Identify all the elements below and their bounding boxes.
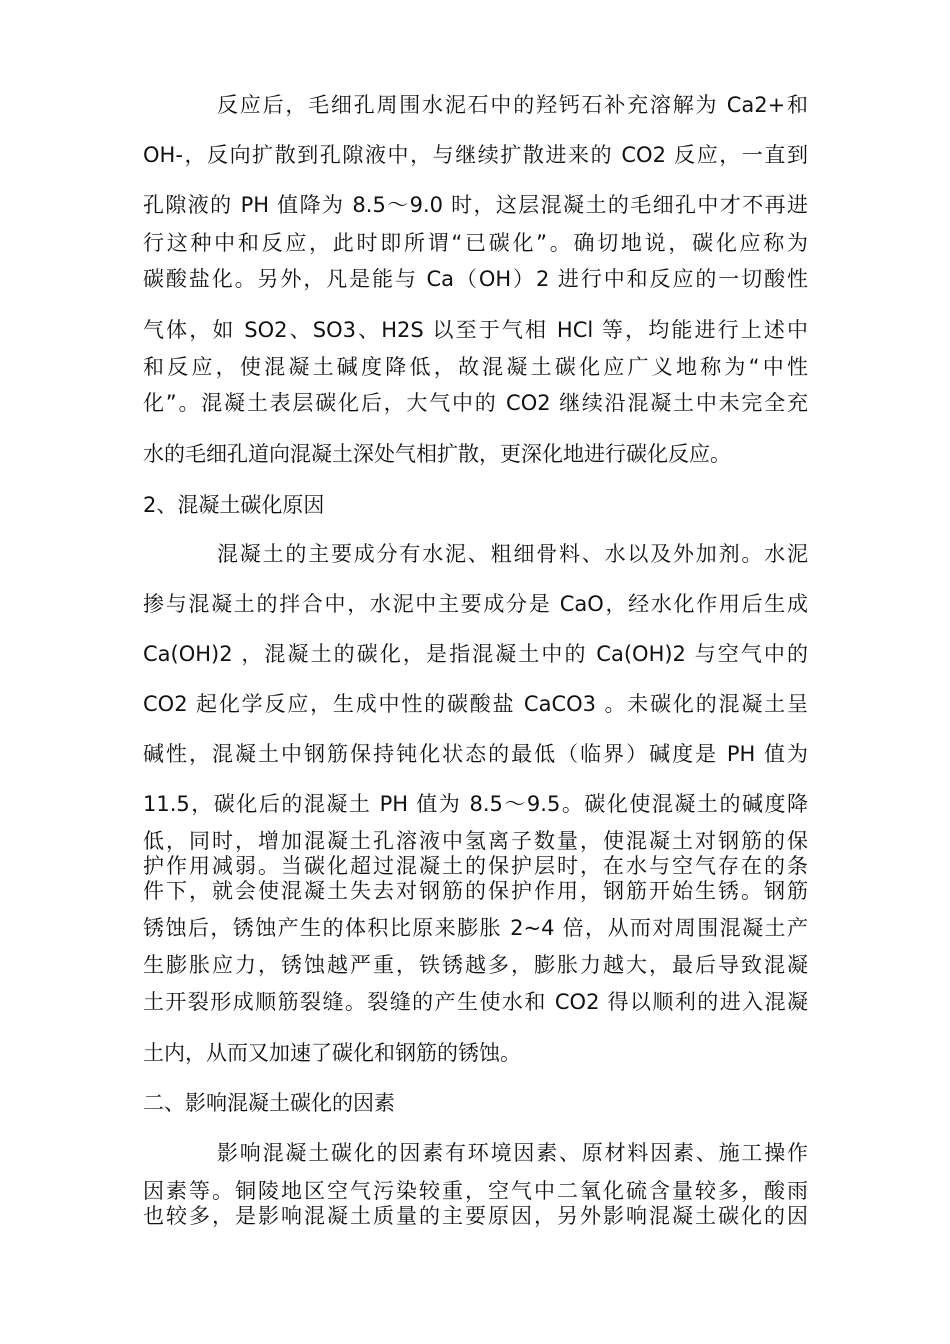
text-line: 水的毛细孔道向混凝土深处气相扩散，更深化地进行碳化反应。 bbox=[143, 442, 731, 466]
section-heading: 2、混凝土碳化原因 bbox=[143, 493, 325, 517]
text-line: 11.5，碳化后的混凝土 PH 值为 8.5～9.5。碳化使混凝土的碱度降 bbox=[143, 792, 808, 816]
text-line: 混凝土的主要成分有水泥、粗细骨料、水以及外加剂。水泥 bbox=[217, 542, 808, 566]
text-line: 锈蚀后，锈蚀产生的体积比原来膨胀 2~4 倍，从而对周围混凝土产 bbox=[143, 916, 808, 940]
text-line: Ca(OH)2 ，混凝土的碳化，是指混凝土中的 Ca(OH)2 与空气中的 bbox=[143, 642, 808, 666]
text-line: 土开裂形成顺筋裂缝。裂缝的产生使水和 CO2 得以顺利的进入混凝 bbox=[143, 990, 808, 1014]
text-line: 护作用减弱。当碳化超过混凝土的保护层时，在水与空气存在的条 bbox=[143, 854, 808, 878]
text-line: 和反应，使混凝土碱度降低，故混凝土碳化应广义地称为“中性 bbox=[143, 355, 808, 379]
text-line: 因素等。铜陵地区空气污染较重，空气中二氧化硫含量较多，酸雨 bbox=[143, 1179, 808, 1203]
text-line: 气体，如 SO2、SO3、H2S 以至于气相 HCl 等，均能进行上述中 bbox=[143, 318, 808, 342]
text-line: 土内，从而又加速了碳化和钢筋的锈蚀。 bbox=[143, 1041, 521, 1065]
text-line: CO2 起化学反应，生成中性的碳酸盐 CaCO3 。未碳化的混凝土呈 bbox=[143, 692, 808, 716]
text-line: 碳酸盐化。另外，凡是能与 Ca（OH）2 进行中和反应的一切酸性 bbox=[143, 267, 808, 291]
text-line: 件下，就会使混凝土失去对钢筋的保护作用，钢筋开始生锈。钢筋 bbox=[143, 879, 808, 903]
section-heading: 二、影响混凝土碳化的因素 bbox=[143, 1091, 395, 1115]
text-line: OH-，反向扩散到孔隙液中，与继续扩散进来的 CO2 反应，一直到 bbox=[143, 143, 808, 167]
text-line: 掺与混凝土的拌合中，水泥中主要成分是 CaO，经水化作用后生成 bbox=[143, 592, 808, 616]
text-line: 碱性，混凝土中钢筋保持钝化状态的最低（临界）碱度是 PH 值为 bbox=[143, 742, 808, 766]
text-line: 低，同时，增加混凝土孔溶液中氢离子数量，使混凝土对钢筋的保 bbox=[143, 829, 808, 853]
text-line: 生膨胀应力，锈蚀越严重，铁锈越多，膨胀力越大，最后导致混凝 bbox=[143, 953, 808, 977]
text-line: 影响混凝土碳化的因素有环境因素、原材料因素、施工操作 bbox=[217, 1141, 808, 1165]
text-line: 行这种中和反应，此时即所谓“已碳化”。确切地说，碳化应称为 bbox=[143, 231, 808, 255]
text-line: 孔隙液的 PH 值降为 8.5～9.0 时，这层混凝土的毛细孔中才不再进 bbox=[143, 193, 808, 217]
text-line: 也较多，是影响混凝土质量的主要原因，另外影响混凝土碳化的因 bbox=[143, 1204, 808, 1228]
text-line: 反应后，毛细孔周围水泥石中的羟钙石补充溶解为 Ca2+和 bbox=[217, 93, 808, 117]
text-line: 化”。混凝土表层碳化后，大气中的 CO2 继续沿混凝土中未完全充 bbox=[143, 391, 808, 415]
